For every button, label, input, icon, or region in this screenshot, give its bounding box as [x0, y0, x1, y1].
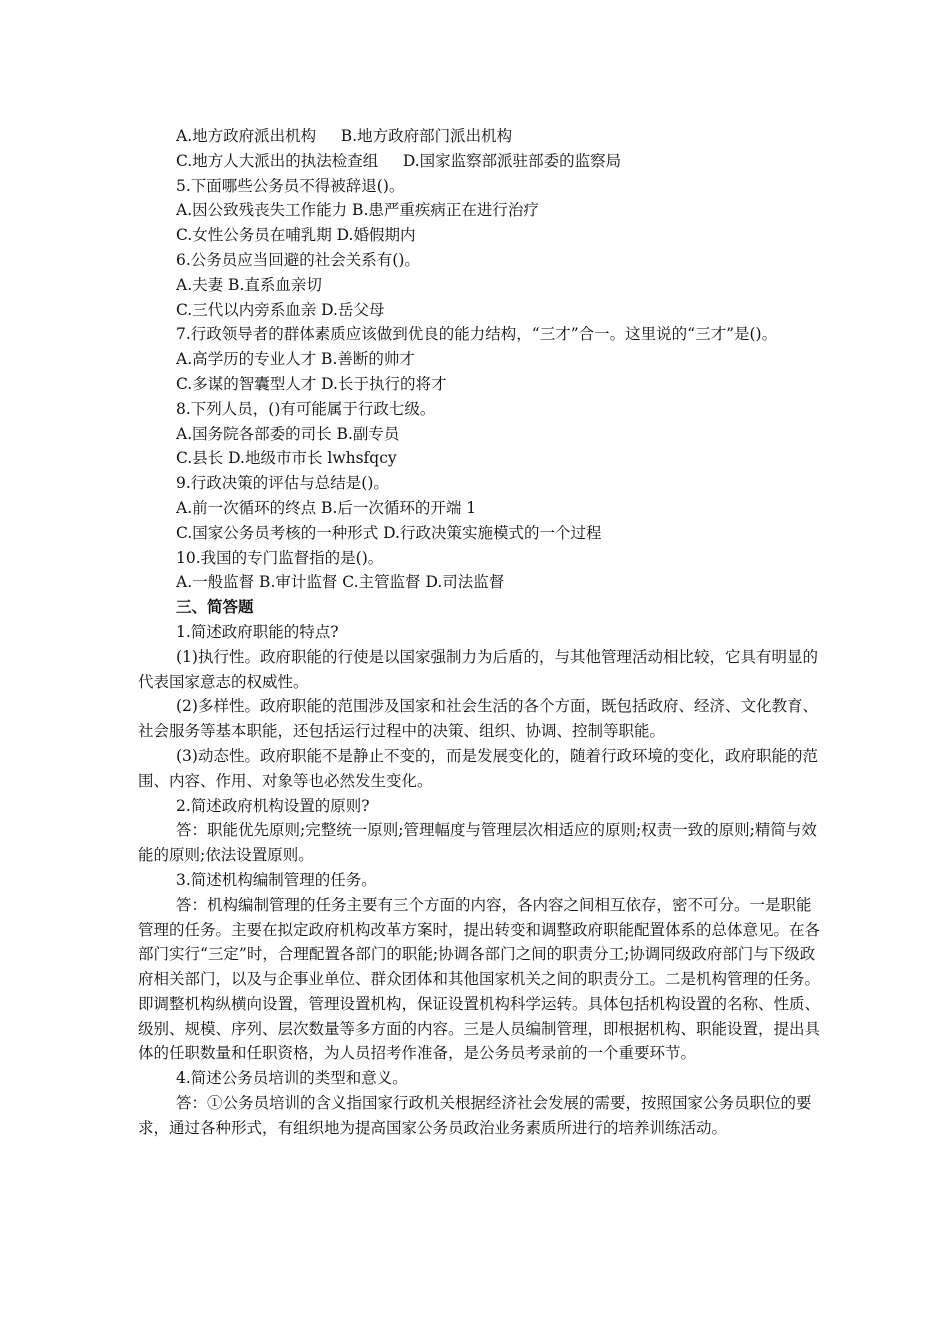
- sa-q1-stem: 1.简述政府职能的特点?: [176, 622, 339, 641]
- section-heading-short-answer: 三、简答题: [176, 597, 254, 617]
- sa-q2-answer: 答：职能优先原则;完整统一原则;管理幅度与管理层次相适应的原则;权责一致的原则;精简与效能的原则;依法设置原则。: [138, 821, 817, 865]
- q4-options-row-1: A.地方政府派出机构 B.地方政府部门派出机构: [176, 127, 513, 145]
- sa-q1-paragraph-2: (2)多样性。政府职能的范围涉及国家和社会生活的各个方面，既包括政府、经济、文化教育、社会服务等基本职能，还包括运行过程中的决策、组织、协调、控制等职能。: [138, 697, 818, 741]
- q8-options-row-1: A.国务院各部委的司长 B.副专员: [176, 424, 400, 443]
- q6-options-row-2: C.三代以内旁系血亲 D.岳父母: [176, 300, 385, 319]
- q9-stem: 9.行政决策的评估与总结是()。: [176, 474, 389, 493]
- q5-stem: 5.下面哪些公务员不得被辞退()。: [176, 176, 405, 195]
- q10-stem: 10.我国的专门监督指的是()。: [176, 548, 384, 567]
- sa-q1-paragraph-3: (3)动态性。政府职能不是静止不变的，而是发展变化的，随着行政环境的变化，政府职能的范围、内容、作用、对象等也必然发生变化。: [138, 746, 818, 790]
- sa-q1-paragraph-1: (1)执行性。政府职能的行使是以国家强制力为后盾的，与其他管理活动相比较，它具有明显的代表国家意志的权威性。: [138, 647, 818, 691]
- q8-stem: 8.下列人员，()有可能属于行政七级。: [176, 399, 436, 418]
- q6-options-row-1: A.夫妻 B.直系血亲切: [176, 275, 322, 294]
- q6-stem: 6.公务员应当回避的社会关系有()。: [176, 250, 420, 269]
- q4-options-row-2: C.地方人大派出的执法检查组 D.国家监察部派驻部委的监察局: [176, 151, 622, 170]
- q5-options-row-2: C.女性公务员在哺乳期 D.婚假期内: [176, 226, 416, 245]
- sa-q4-answer: 答：①公务员培训的含义指国家行政机关根据经济社会发展的需要，按照国家公务员职位的要求，通过各种形式，有组织地为提高国家公务员政治业务素质所进行的培养训练活动。: [138, 1094, 812, 1137]
- sa-q4-stem: 4.简述公务员培训的类型和意义。: [176, 1069, 408, 1088]
- sa-q3-answer: 答：机构编制管理的任务主要有三个方面的内容，各内容之间相互依存，密不可分。一是职能管理的任务。主要在拟定政府机构改革方案时，提出转变和调整政府职能配置体系的总体意见。在各部门实行“三定”时，合理配置各部门的职能;协调各部门之间的职责分工;协调同级政府部门与下级政府相关部门，以及与企事业单位、群众团体和其他国家机关之间的职责分工。二是机构管理的任务。即调整机构纵横向设置，管理设置机构，保证设置机构科学运转。具体包括机构设置的名称、性质、级别、规模、序列、层次数量等多方面的内容。三是人员编制管理，即根据机构、职能设置，提出具体的任职数量和任职资格，为人员招考作准备，是公务员考录前的一个重要环节。: [138, 895, 821, 1063]
- q7-options-row-1: A.高学历的专业人才 B.善断的帅才: [176, 350, 415, 369]
- q9-options-row-2: C.国家公务员考核的一种形式 D.行政决策实施模式的一个过程: [176, 523, 602, 542]
- sa-q3-stem: 3.简述机构编制管理的任务。: [176, 870, 377, 889]
- sa-q2-stem: 2.简述政府机构设置的原则?: [176, 796, 370, 815]
- q8-options-row-2: C.县长 D.地级市市长 lwhsfqcy: [176, 449, 397, 468]
- q5-options-row-1: A.因公致残丧失工作能力 B.患严重疾病正在进行治疗: [176, 201, 539, 220]
- q9-options-row-1: A.前一次循环的终点 B.后一次循环的开端 1: [176, 498, 477, 517]
- q10-options: A.一般监督 B.审计监督 C.主管监督 D.司法监督: [176, 573, 505, 592]
- q7-stem: 7.行政领导者的群体素质应该做到优良的能力结构，“三才”合一。这里说的“三才”是()。: [176, 325, 778, 344]
- q7-options-row-2: C.多谋的智囊型人才 D.长于执行的将才: [176, 374, 447, 393]
